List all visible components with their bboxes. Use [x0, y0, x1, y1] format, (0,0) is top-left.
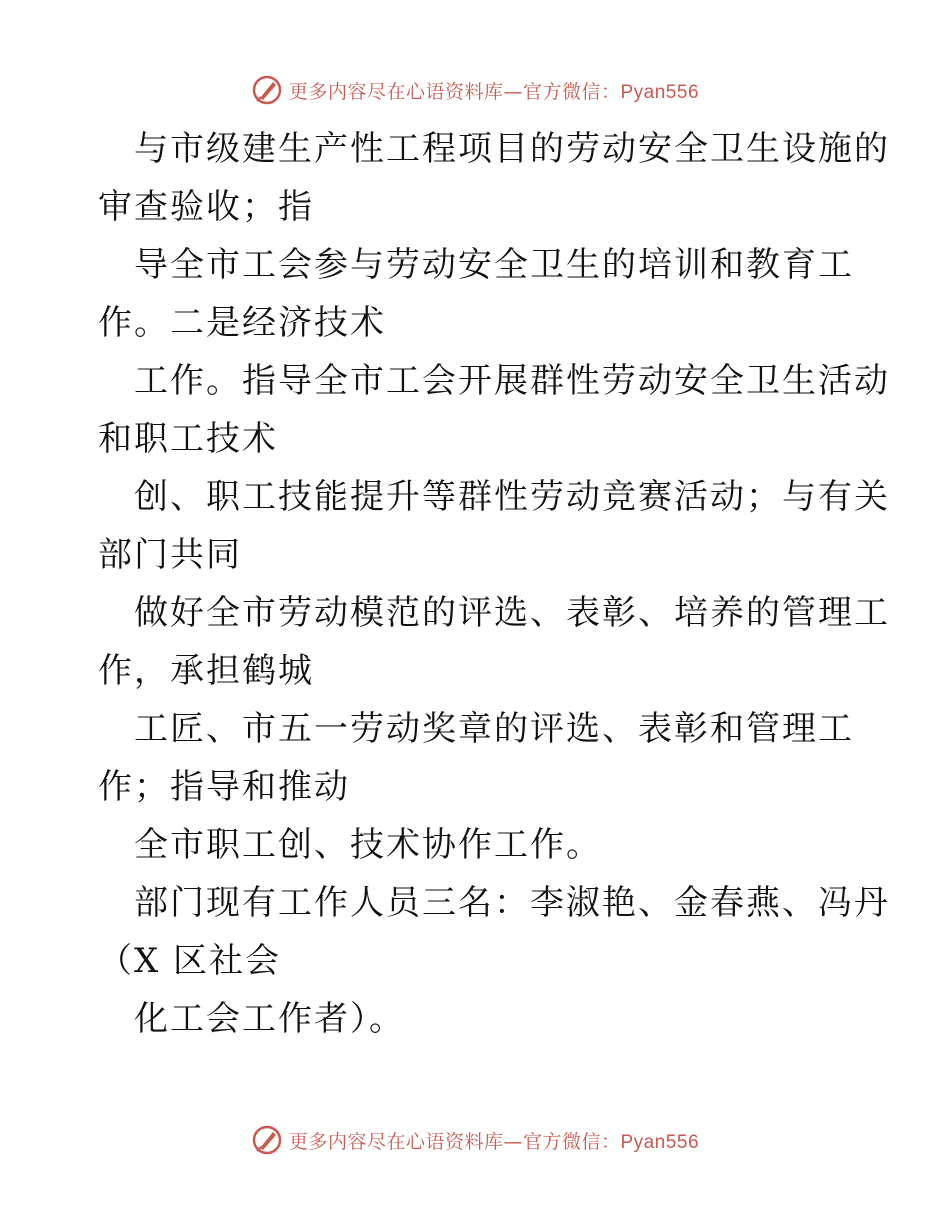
watermark-text: 更多内容尽在心语资料库—官方微信：Pyan556: [288, 80, 700, 103]
text-line: 工匠、市五一劳动奖章的评选、表彰和管理工: [134, 709, 854, 749]
document-body: [98, 120, 890, 1048]
watermark-text: 更多内容尽在心语资料库—官方微信：Pyan556: [288, 1130, 700, 1153]
feather-pen-icon: [251, 74, 283, 106]
text-line: 作，承担鹤城: [98, 651, 314, 691]
text-line: 创、职工技能提升等群性劳动竞赛活动；与有关: [134, 477, 890, 517]
footer-watermark: [0, 1120, 950, 1160]
text-line: 作。二是经济技术: [98, 303, 386, 343]
text-line: 作；指导和推动: [98, 767, 350, 807]
feather-pen-icon: [251, 1124, 283, 1156]
text-line: 部门现有工作人员三名：李淑艳、金春燕、冯丹: [134, 883, 890, 923]
text-line: （X 区社会: [98, 941, 282, 981]
text-line: 部门共同: [98, 535, 242, 575]
text-line: 全市职工创、技术协作工作。: [134, 825, 602, 865]
text-line: 和职工技术: [98, 419, 278, 459]
text-line: 做好全市劳动模范的评选、表彰、培养的管理工: [134, 593, 890, 633]
text-line: 导全市工会参与劳动安全卫生的培训和教育工: [134, 245, 854, 285]
header-watermark: [0, 70, 950, 110]
text-line: 化工会工作者）。: [134, 999, 405, 1039]
text-line: 审查验收；指: [98, 187, 314, 227]
text-line: 与市级建生产性工程项目的劳动安全卫生设施的: [134, 129, 890, 169]
text-line: 工作。指导全市工会开展群性劳动安全卫生活动: [134, 361, 890, 401]
